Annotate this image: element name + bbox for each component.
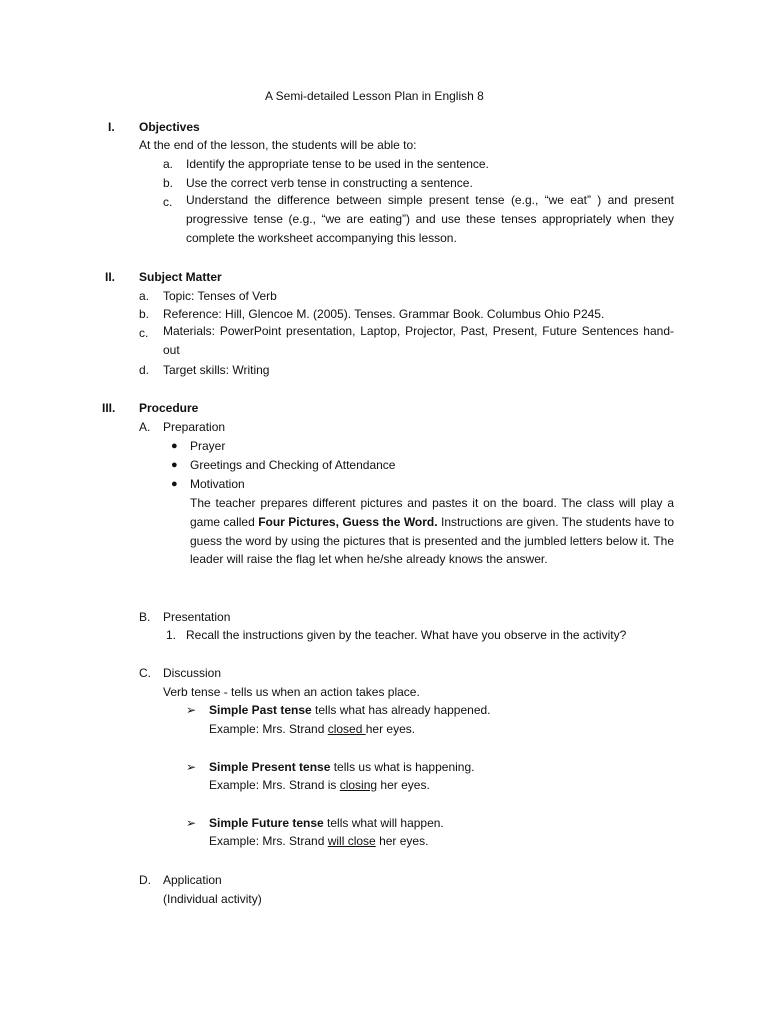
game-title: Four Pictures, Guess the Word. (258, 514, 438, 529)
objective-marker: c. (163, 195, 173, 209)
subject-item-reference: Reference: Hill, Glencoe M. (2005). Tenses. Grammar Book. Columbus Ohio P245. (163, 307, 605, 321)
example-text: her eyes. (375, 834, 429, 848)
subject-item-topic: Topic: Tenses of Verb (163, 289, 277, 303)
subject-marker: b. (139, 307, 150, 321)
example-verb: closing (339, 778, 378, 792)
tense-description: tells what will happen. (323, 816, 444, 830)
tense-name: Simple Past tense (209, 703, 312, 717)
subsection-marker: B. (139, 610, 151, 624)
bullet-icon: ● (171, 459, 178, 471)
tense-name: Simple Future tense (209, 816, 324, 830)
example-text: Example: Mrs. Strand (209, 722, 328, 736)
tense-line-present (209, 759, 474, 775)
tense-description: tells us what is happening. (330, 760, 475, 774)
subsection-heading-preparation: Preparation (163, 420, 226, 434)
tense-example-present (209, 777, 430, 793)
objective-marker: a. (163, 157, 174, 171)
example-text: Example: Mrs. Strand is (209, 778, 340, 792)
motivation-paragraph: The teacher prepares different pictures and pastes it on the board. The class will play a game called Four Pictures, Guess the Word. Instructions are given. The students have to guess the word by using the pictures that is presented and the jumbled letters below it. The leader will raise the flag let when he/she already knows the answer. (190, 496, 674, 567)
example-text: her eyes. (365, 722, 416, 736)
application-note: (Individual activity) (163, 892, 262, 906)
arrow-bullet-icon: ➢ (186, 816, 197, 830)
objectives-intro: At the end of the lesson, the students will be able to: (139, 138, 417, 152)
section-heading-procedure: Procedure (139, 401, 199, 415)
presentation-item-marker: 1. (166, 628, 177, 642)
subject-marker: c. (139, 326, 149, 340)
arrow-bullet-icon: ➢ (186, 760, 197, 774)
example-text: her eyes. (377, 778, 430, 792)
example-text: Example: Mrs. Strand (209, 834, 328, 848)
tense-name: Simple Present tense (209, 760, 331, 774)
bullet-icon: ● (171, 478, 178, 490)
example-verb: will close (327, 834, 376, 848)
preparation-bullet-item: Greetings and Checking of Attendance (190, 458, 396, 472)
document-title: A Semi-detailed Lesson Plan in English 8 (265, 89, 484, 103)
subsection-heading-discussion: Discussion (163, 666, 222, 680)
preparation-bullet-item: Motivation (190, 477, 245, 491)
tense-line-past (209, 702, 491, 718)
section-heading-objectives: Objectives (139, 120, 200, 134)
subject-marker: a. (139, 289, 150, 303)
subsection-heading-presentation: Presentation (163, 610, 231, 624)
bullet-icon: ● (171, 440, 178, 452)
example-verb: closed (327, 722, 366, 736)
section-heading-subject-matter: Subject Matter (139, 270, 222, 284)
subsection-heading-application: Application (163, 873, 222, 887)
preparation-bullet-item: Prayer (190, 439, 226, 453)
subsection-marker: D. (139, 873, 151, 887)
section-numeral-procedure: III. (102, 401, 116, 415)
subject-marker: d. (139, 363, 150, 377)
verb-tense-definition: Verb tense - tells us when an action takes place. (163, 685, 420, 699)
objective-marker: b. (163, 176, 174, 190)
objective-item: Identify the appropriate tense to be used in the sentence. (186, 157, 489, 171)
tense-description: tells what has already happened. (311, 703, 491, 717)
section-numeral-objectives: I. (108, 120, 115, 134)
arrow-bullet-icon: ➢ (186, 703, 197, 717)
section-numeral-subject-matter: II. (105, 270, 116, 284)
subject-item-materials: Materials: PowerPoint presentation, Laptop, Projector, Past, Present, Future Sentences hand-out (163, 324, 674, 357)
tense-example-future (209, 833, 428, 849)
objective-item: Understand the difference between simple present tense (e.g., “we eat” ) and present progressive tense (e.g., “we are eating”) and use these tenses appropriately when they complete the worksheet accompanying this lesson. (186, 193, 674, 245)
objective-item: Use the correct verb tense in constructing a sentence. (186, 176, 473, 190)
subsection-marker: C. (139, 666, 151, 680)
subject-item-skills: Target skills: Writing (163, 363, 270, 377)
subsection-marker: A. (139, 420, 151, 434)
tense-example-past (209, 721, 415, 737)
presentation-item: Recall the instructions given by the teacher. What have you observe in the activity? (186, 628, 627, 642)
tense-line-future (209, 815, 444, 831)
